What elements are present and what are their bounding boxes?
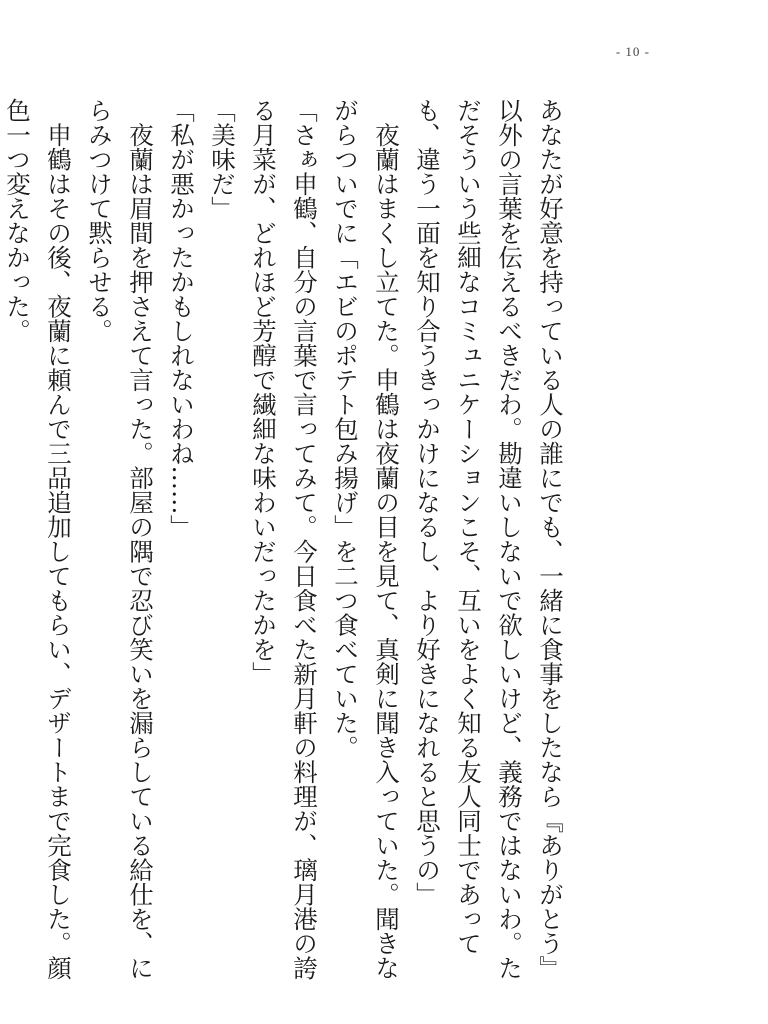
text-line: も、違う一面を知り合うきっかけになるし、より好きになれると思うの」: [413, 98, 442, 907]
text-line: 「さぁ申鶴、自分の言葉で言ってみて。今日食べた新月軒の料理が、璃月港の誇: [290, 98, 319, 980]
page-number: - 10 -: [615, 44, 650, 59]
text-line: だそういう些細なコミュニケーションこそ、互いをよく知る友人同士であって: [454, 98, 483, 956]
text-line: がらついでに「エビのポテト包み揚げ」を二つ食べていた。: [331, 98, 360, 760]
text-line: 夜蘭はまくし立てた。申鶴は夜蘭の目を見て、真剣に聞き入っていた。聞きな: [372, 98, 401, 980]
text-line: 「私が悪かったかもしれないわね……」: [167, 98, 196, 539]
text-line: 色一つ変えなかった。: [3, 98, 32, 343]
text-line: る月菜が、どれほど芳醇で繊細な味わいだったかを」: [249, 98, 278, 686]
text-line: らみつけて黙らせる。: [85, 98, 114, 343]
text-line: 夜蘭は眉間を押さえて言った。部屋の隅で忍び笑いを漏らしている給仕を、に: [126, 98, 155, 980]
vertical-body-text: [0, 98, 653, 980]
text-line: 申鶴はその後、夜蘭に頼んで三品追加してもらい、デザートまで完食した。顔: [44, 98, 73, 980]
text-line: 「美味だ」: [208, 98, 237, 221]
text-line: 以外の言葉を伝えるべきだわ。勘違いしないで欲しいけど、義務ではないわ。た: [495, 98, 524, 980]
text-line: あなたが好意を持っている人の誰にでも、一緒に食事をしたなら『ありがとう』: [536, 98, 565, 980]
